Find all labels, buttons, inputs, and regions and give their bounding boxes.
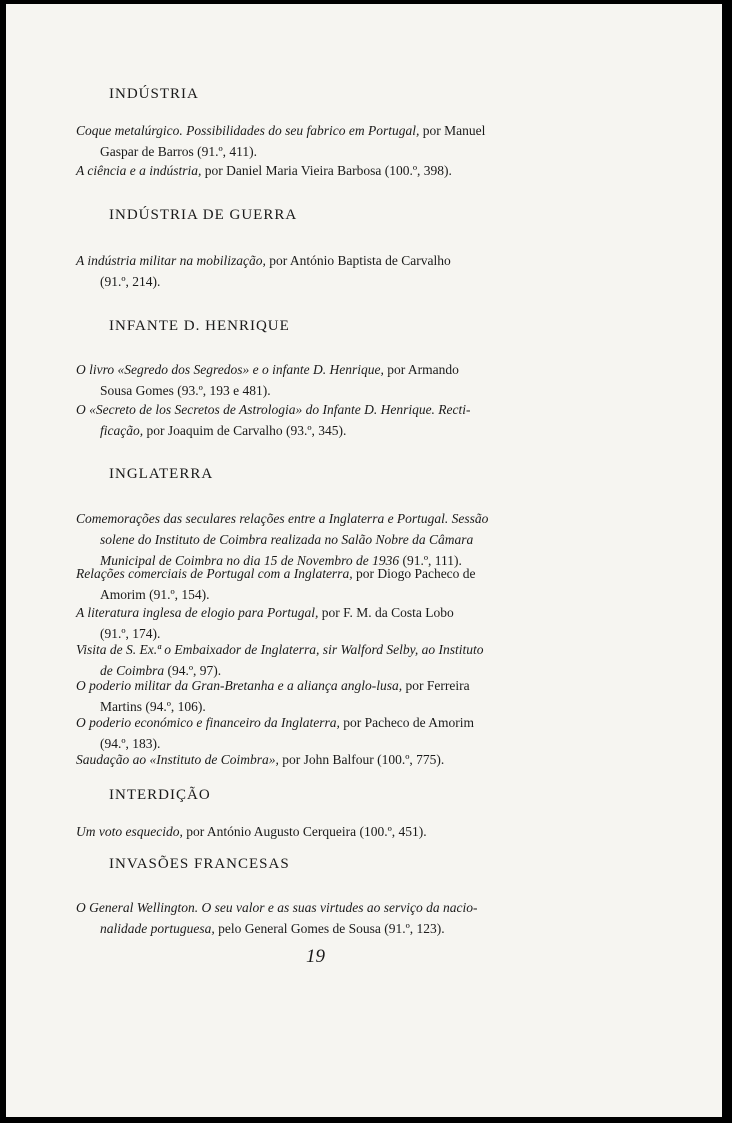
- bibliography-entry: [76, 160, 636, 181]
- entry-title-text: Visita de S. Ex.ª o Embaixador de Inglaterra, sir Walford Selby, ao Instituto: [76, 642, 484, 657]
- entry-author-text: por Joaquim de Carvalho (93.º, 345).: [143, 423, 347, 438]
- bibliography-entry: [76, 250, 636, 292]
- entry-continuation-line: [76, 420, 636, 441]
- entry-author-text: pelo General Gomes de Sousa (91.º, 123).: [214, 921, 445, 936]
- entry-author-text: Martins (94.º, 106).: [100, 699, 206, 714]
- bibliography-entry: [76, 675, 636, 717]
- entry-first-line: [76, 821, 636, 842]
- entry-author-text: por Manuel: [419, 123, 486, 138]
- entry-title-text: Relações comerciais de Portugal com a Inglaterra,: [76, 566, 353, 581]
- entry-author-text: por Ferreira: [402, 678, 470, 693]
- entry-title-text: Um voto esquecido,: [76, 824, 183, 839]
- entry-first-line: [76, 250, 636, 271]
- bibliography-entry: [76, 120, 636, 162]
- bibliography-entry: [76, 563, 636, 605]
- section-heading: INGLATERRA: [109, 466, 214, 482]
- entry-first-line: [76, 120, 636, 141]
- entry-author-text: Amorim (91.º, 154).: [100, 587, 210, 602]
- section-heading: INDÚSTRIA: [109, 86, 199, 102]
- entry-first-line: [76, 508, 636, 529]
- entry-author-text: por Pacheco de Amorim: [339, 715, 475, 730]
- entry-author-text: (91.º, 111).: [399, 553, 462, 568]
- entry-author-text: por António Augusto Cerqueira (100.º, 451).: [182, 824, 427, 839]
- entry-author-text: (91.º, 174).: [100, 626, 161, 641]
- entry-title-text: Coque metalúrgico. Possibilidades do seu fabrico em Portugal,: [76, 123, 420, 138]
- entry-title-text: Comemorações das seculares relações entre a Inglaterra e Portugal. Sessão: [76, 511, 489, 526]
- bibliography-entry: [76, 602, 636, 644]
- entry-title-text: A indústria militar na mobilização,: [76, 253, 266, 268]
- bibliography-entry: [76, 359, 636, 401]
- entry-title-text: nalidade portuguesa,: [100, 921, 215, 936]
- bibliography-entry: [76, 749, 636, 770]
- section-heading: INVASÕES FRANCESAS: [109, 856, 290, 872]
- entry-continuation-line: [76, 271, 636, 292]
- entry-continuation-line: [76, 529, 636, 550]
- section-heading: INTERDIÇÃO: [109, 787, 211, 803]
- entry-first-line: [76, 602, 636, 623]
- entry-author-text: por Diogo Pacheco de: [352, 566, 476, 581]
- entry-first-line: [76, 160, 636, 181]
- entry-continuation-line: [76, 141, 636, 162]
- entry-author-text: (94.º, 97).: [164, 663, 222, 678]
- bibliography-entry: [76, 821, 636, 842]
- entry-title-text: Municipal de Coimbra no dia 15 de Novembro de 1936: [100, 553, 400, 568]
- entry-author-text: por Daniel Maria Vieira Barbosa (100.º, 398).: [201, 163, 452, 178]
- entry-first-line: [76, 675, 636, 696]
- entry-author-text: por F. M. da Costa Lobo: [318, 605, 454, 620]
- entry-title-text: O poderio militar da Gran-Bretanha e a aliança anglo-lusa,: [76, 678, 403, 693]
- entry-first-line: [76, 399, 636, 420]
- entry-author-text: por António Baptista de Carvalho: [265, 253, 451, 268]
- entry-author-text: Gaspar de Barros (91.º, 411).: [100, 144, 258, 159]
- entry-first-line: [76, 897, 636, 918]
- entry-title-text: ficação,: [100, 423, 144, 438]
- entry-title-text: O General Wellington. O seu valor e as suas virtudes ao serviço da nacio-: [76, 900, 478, 915]
- bibliography-entry: [76, 897, 636, 939]
- entry-title-text: O poderio económico e financeiro da Inglaterra,: [76, 715, 340, 730]
- bibliography-entry: [76, 508, 636, 571]
- section-heading: INDÚSTRIA DE GUERRA: [109, 207, 298, 223]
- entry-first-line: [76, 712, 636, 733]
- entry-title-text: Saudação ao «Instituto de Coimbra»,: [76, 752, 279, 767]
- entry-title-text: O «Secreto de los Secretos de Astrologia» do Infante D. Henrique. Recti-: [76, 402, 471, 417]
- entry-author-text: (91.º, 214).: [100, 274, 161, 289]
- bibliography-entry: [76, 712, 636, 754]
- entry-first-line: [76, 749, 636, 770]
- entry-author-text: por John Balfour (100.º, 775).: [278, 752, 445, 767]
- entry-author-text: por Armando: [383, 362, 459, 377]
- entry-title-text: solene do Instituto de Coimbra realizada no Salão Nobre da Câmara: [100, 532, 474, 547]
- entry-title-text: A literatura inglesa de elogio para Portugal,: [76, 605, 319, 620]
- page: [6, 4, 722, 1117]
- entry-title-text: O livro «Segredo dos Segredos» e o infante D. Henrique,: [76, 362, 384, 377]
- entry-continuation-line: [76, 918, 636, 939]
- section-heading: INFANTE D. HENRIQUE: [109, 318, 290, 334]
- entry-author-text: Sousa Gomes (93.º, 193 e 481).: [100, 383, 271, 398]
- bibliography-entry: [76, 399, 636, 441]
- entry-first-line: [76, 639, 636, 660]
- entry-title-text: A ciência e a indústria,: [76, 163, 202, 178]
- page-number: 19: [306, 946, 325, 967]
- entry-first-line: [76, 359, 636, 380]
- entry-title-text: de Coimbra: [100, 663, 165, 678]
- entry-author-text: (94.º, 183).: [100, 736, 161, 751]
- entry-continuation-line: [76, 380, 636, 401]
- entry-first-line: [76, 563, 636, 584]
